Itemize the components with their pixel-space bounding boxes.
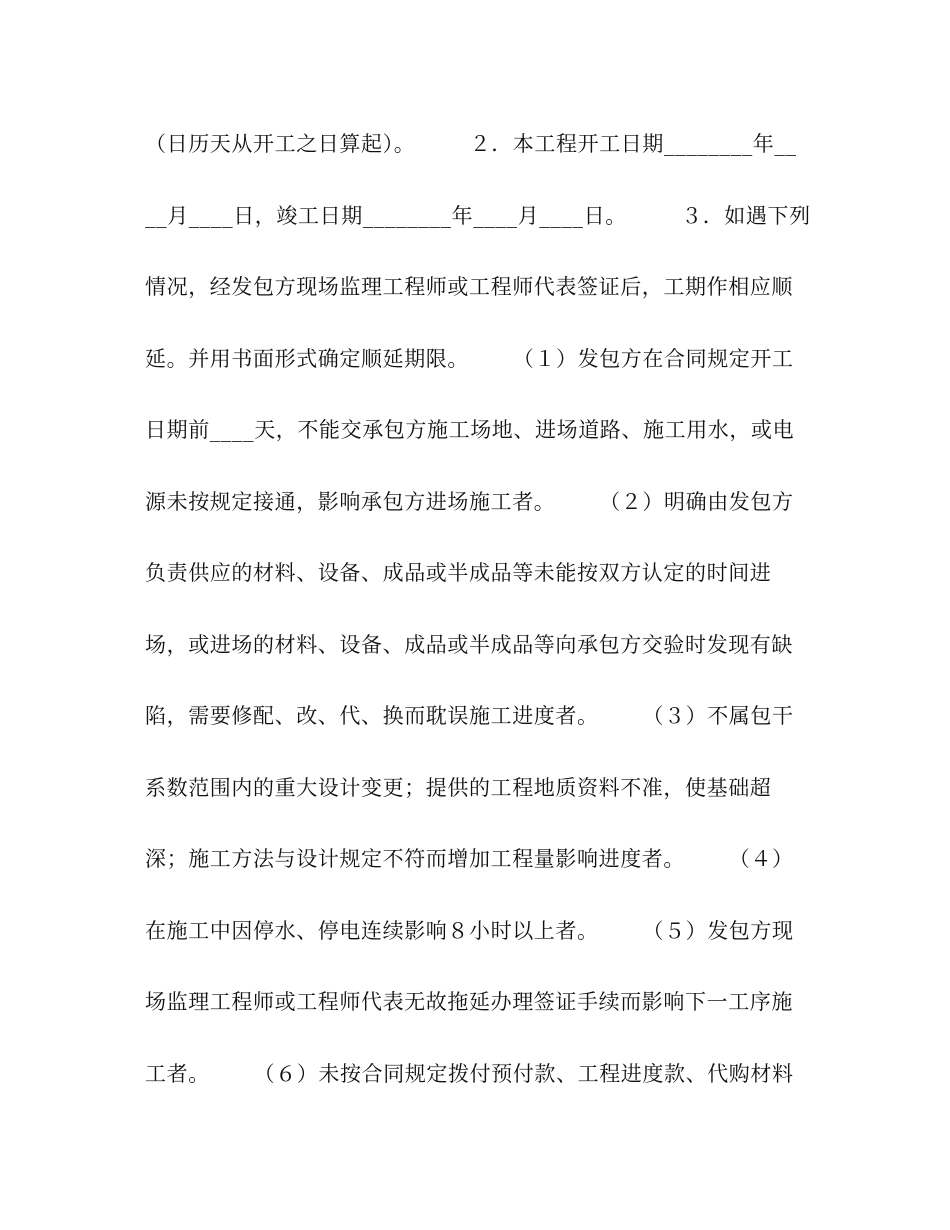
paragraph-line: 日期前____天，不能交承包方施工场地、进场道路、施工用水，或电 [145,418,795,442]
paragraph-line: （日历天从开工之日算起）。 ２．本工程开工日期________年__ [145,132,797,156]
paragraph-line: 情况，经发包方现场监理工程师或工程师代表签证后，工期作相应顺 [145,275,793,299]
paragraph-line: 系数范围内的重大设计变更；提供的工程地质资料不准，使基础超 [145,776,772,800]
paragraph-line: 源未按规定接通，影响承包方进场施工者。 （２）明确由发包方 [145,490,794,514]
paragraph-line: 深；施工方法与设计规定不符而增加工程量影响进度者。 （４） [145,847,794,871]
paragraph-line: 场监理工程师或工程师代表无故拖延办理签证手续而影响下一工序施 [145,990,793,1014]
paragraph-line: 负责供应的材料、设备、成品或半成品等未能按双方认定的时间进 [145,561,772,585]
paragraph-line: 场，或进场的材料、设备、成品或半成品等向承包方交验时发现有缺 [145,633,793,657]
paragraph-line: 工者。 （６）未按合同规定拨付预付款、工程进度款、代购材料 [145,1062,794,1086]
paragraph-line: 在施工中因停水、停电连续影响８小时以上者。 （５）发包方现 [145,919,794,943]
paragraph-line: __月____日，竣工日期________年____月____日。 ３．如遇下列 [145,204,811,228]
paragraph-line: 陷，需要修配、改、代、换而耽误施工进度者。 （３）不属包干 [145,704,794,728]
paragraph-line: 延。并用书面形式确定顺延期限。 （１）发包方在合同规定开工 [145,347,794,371]
